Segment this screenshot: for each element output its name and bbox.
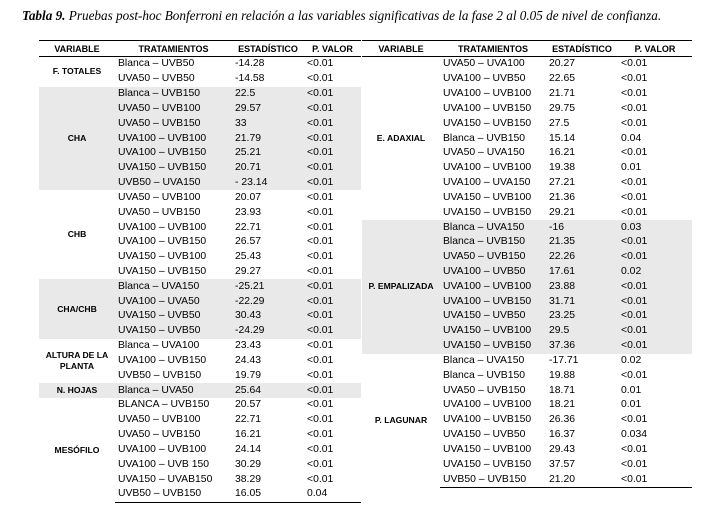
statistic-cell: 16.37 — [549, 429, 576, 441]
treatment-cell: UVA100 – UVB100 — [443, 399, 532, 411]
treatment-cell: UVA100 – UVB100 — [443, 162, 532, 174]
p-value-cell: <0.01 — [307, 251, 334, 263]
statistic-cell: 23.93 — [235, 206, 262, 218]
statistic-cell: 29.75 — [549, 102, 576, 114]
caption-label: Tabla 9. — [22, 8, 66, 23]
p-value-cell: <0.01 — [618, 309, 692, 324]
caption-text: Pruebas post-hoc Bonferroni en relación a las variables significativas de la fase 2 al 0.05 de nivel de confianza. — [68, 8, 662, 23]
header-p-valor: P. VALOR — [304, 41, 361, 57]
treatment-cell: UVA50 – UVB150 — [118, 429, 201, 441]
p-value-cell: <0.01 — [307, 354, 334, 366]
p-value-cell: <0.01 — [307, 369, 334, 381]
treatment-cell: Blanca – UVB150 — [440, 235, 546, 250]
statistic-cell: 30.29 — [235, 458, 262, 470]
p-value-cell: <0.01 — [307, 206, 334, 218]
header-p-valor: P. VALOR — [618, 41, 692, 57]
treatment-cell: Blanca – UVA150 — [443, 354, 525, 366]
statistic-cell: 21.20 — [546, 472, 618, 487]
p-value-cell: <0.01 — [307, 73, 334, 85]
treatment-cell: UVA150 – UVB50 — [115, 309, 232, 324]
statistic-cell: 23.43 — [235, 340, 262, 352]
statistic-cell: 22.71 — [235, 414, 262, 426]
treatment-cell: UVA150 – UVB150 — [118, 266, 207, 277]
treatment-cell: UVA50 – UVB150 — [118, 206, 201, 218]
statistic-cell: 30.43 — [232, 309, 304, 324]
treatment-cell: UVA150 – UVB150 — [443, 206, 532, 218]
treatment-cell: UVA100 – UVB100 — [118, 221, 207, 233]
statistic-cell: 18.71 — [549, 384, 576, 396]
p-value-cell: <0.01 — [304, 294, 361, 309]
treatment-cell: UVA150 – UVB150 — [443, 117, 532, 129]
p-value-cell: <0.01 — [621, 369, 648, 381]
header-variable: VARIABLE — [362, 41, 440, 57]
treatment-cell: UVA50 – UVB150 — [443, 384, 526, 396]
variable-cell: CHA/CHB — [39, 279, 115, 338]
treatment-cell: UVA50 – UVA150 — [443, 147, 525, 159]
treatment-cell: UVA100 – UVB150 — [118, 236, 207, 248]
treatment-cell: UVA150 – UVB100 — [443, 443, 532, 455]
p-value-cell: <0.01 — [618, 279, 692, 294]
p-value-cell: <0.01 — [307, 58, 334, 70]
table-row — [39, 57, 361, 72]
table-caption — [22, 8, 712, 24]
p-value-cell: <0.01 — [304, 87, 361, 102]
p-value-cell: 0.04 — [304, 487, 361, 502]
statistic-cell: 27.5 — [549, 117, 570, 129]
statistic-cell: 22.65 — [549, 73, 576, 85]
p-value-cell: <0.01 — [621, 58, 648, 70]
treatment-cell: UVB50 – UVB150 — [118, 369, 202, 381]
treatment-cell: Blanca – UVB150 — [115, 87, 232, 102]
treatment-cell: UVA100 – UVB150 — [443, 102, 532, 114]
p-value-cell: <0.01 — [304, 131, 361, 146]
statistic-cell: 19.88 — [549, 369, 576, 381]
p-value-cell: <0.01 — [307, 236, 334, 248]
treatment-cell: UVA50 – UVB50 — [118, 73, 195, 85]
p-value-cell: <0.01 — [618, 324, 692, 339]
variable-cell: CHB — [67, 229, 87, 240]
header-tratamientos: TRATAMIENTOS — [115, 41, 232, 57]
statistic-cell: -24.29 — [232, 324, 304, 339]
p-value-cell: <0.01 — [307, 429, 334, 441]
statistic-cell: 21.79 — [232, 131, 304, 146]
treatment-cell: UVA100 – UVA50 — [115, 294, 232, 309]
table-row — [39, 87, 361, 102]
treatment-cell: Blanca – UVA50 — [115, 383, 232, 398]
p-value-cell: <0.01 — [307, 191, 334, 203]
treatment-cell: UVB50 – UVB150 — [440, 472, 546, 487]
treatment-cell: Blanca – UVA150 — [115, 279, 232, 294]
statistic-cell: 25.64 — [232, 383, 304, 398]
p-value-cell: <0.01 — [618, 294, 692, 309]
p-value-cell: <0.01 — [307, 458, 334, 470]
treatment-cell: UVA150 – UVB100 — [440, 324, 546, 339]
statistic-cell: -14.58 — [235, 73, 265, 85]
p-value-cell: 0.02 — [618, 265, 692, 280]
variable-cell: E. ADAXIAL — [376, 133, 426, 144]
header-variable: VARIABLE — [39, 41, 115, 57]
p-value-cell: 0.034 — [621, 429, 648, 441]
statistic-cell: 37.57 — [549, 458, 576, 470]
statistic-cell: 29.21 — [549, 206, 576, 218]
statistic-cell: 31.71 — [546, 294, 618, 309]
variable-cell: F. TOTALES — [52, 66, 102, 77]
right-results-table — [362, 40, 692, 488]
statistic-cell: -25.21 — [232, 279, 304, 294]
table-row — [362, 354, 692, 369]
statistic-cell: 21.35 — [546, 235, 618, 250]
statistic-cell: 19.79 — [235, 369, 262, 381]
treatment-cell: UVA150 – UVB100 — [443, 191, 532, 203]
p-value-cell: <0.01 — [621, 88, 648, 100]
statistic-cell: 21.71 — [549, 88, 576, 100]
statistic-cell: 16.21 — [549, 147, 576, 159]
header-estadistico: ESTADÍSTICO — [546, 41, 618, 57]
p-value-cell: <0.01 — [304, 324, 361, 339]
p-value-cell: 0.01 — [621, 399, 642, 411]
variable-cell: ALTURA DE LA PLANTA — [45, 349, 109, 371]
treatment-cell: UVA100 – UVB100 — [118, 443, 207, 455]
p-value-cell: <0.01 — [618, 250, 692, 265]
statistic-cell: 37.36 — [546, 339, 618, 354]
treatment-cell: UVA100 – UVB 150 — [118, 458, 210, 470]
p-value-cell: <0.01 — [621, 414, 648, 426]
left-table-body — [39, 57, 361, 503]
statistic-cell: 38.29 — [235, 473, 262, 485]
p-value-cell: <0.01 — [307, 340, 334, 352]
treatment-cell: Blanca – UVA150 — [440, 220, 546, 235]
statistic-cell: 17.61 — [546, 265, 618, 280]
statistic-cell: -14.28 — [235, 58, 265, 70]
statistic-cell: 23.25 — [546, 309, 618, 324]
statistic-cell: 22.71 — [235, 221, 262, 233]
statistic-cell: 27.21 — [549, 177, 576, 189]
p-value-cell: 0.04 — [621, 132, 642, 144]
statistic-cell: 29.43 — [549, 443, 576, 455]
treatment-cell: UVA100 – UVB150 — [440, 294, 546, 309]
p-value-cell: <0.01 — [307, 443, 334, 455]
treatment-cell: UVA150 – UVB50 — [115, 324, 232, 339]
statistic-cell: 22.5 — [232, 87, 304, 102]
statistic-cell: 25.43 — [235, 251, 262, 263]
p-value-cell: 0.01 — [621, 384, 642, 396]
statistic-cell: 19.38 — [549, 162, 576, 174]
header-estadistico: ESTADÍSTICO — [232, 41, 304, 57]
header-tratamientos: TRATAMIENTOS — [440, 41, 546, 57]
treatment-cell: UVA50 – UVB100 — [115, 101, 232, 116]
statistic-cell: 20.57 — [235, 399, 262, 411]
p-value-cell: <0.01 — [621, 458, 648, 470]
p-value-cell: <0.01 — [307, 399, 334, 411]
p-value-cell: 0.02 — [621, 354, 642, 366]
statistic-cell: 29.57 — [232, 101, 304, 116]
statistic-cell: 20.27 — [549, 58, 576, 70]
p-value-cell: <0.01 — [304, 279, 361, 294]
statistic-cell: 24.14 — [235, 443, 262, 455]
p-value-cell: <0.01 — [621, 117, 648, 129]
p-value-cell: <0.01 — [618, 235, 692, 250]
treatment-cell: BLANCA – UVB150 — [118, 399, 210, 411]
treatment-cell: UVA100 – UVB50 — [443, 73, 526, 85]
table-row — [39, 190, 361, 205]
treatment-cell: Blanca – UVB50 — [118, 58, 195, 70]
treatment-cell: UVA150 – UVB150 — [440, 339, 546, 354]
treatment-cell: UVB50 – UVA150 — [115, 176, 232, 191]
statistic-cell: 21.36 — [549, 191, 576, 203]
table-row — [362, 57, 692, 72]
variable-cell: N. HOJAS — [39, 383, 115, 398]
p-value-cell: <0.01 — [304, 101, 361, 116]
treatment-cell: UVA150 – UVB150 — [115, 161, 232, 176]
table-row — [362, 220, 692, 235]
p-value-cell: <0.01 — [307, 221, 334, 233]
treatment-cell: UVA150 – UVB100 — [118, 251, 207, 263]
statistic-cell: 25.21 — [232, 146, 304, 161]
p-value-cell: <0.01 — [304, 309, 361, 324]
treatment-cell: Blanca – UVB150 — [443, 132, 526, 144]
p-value-cell: <0.01 — [621, 147, 648, 159]
statistic-cell: -16 — [546, 220, 618, 235]
variable-cell: CHA — [39, 87, 115, 191]
p-value-cell: <0.01 — [621, 191, 648, 203]
statistic-cell: 20.07 — [235, 191, 262, 203]
statistic-cell: -17.71 — [549, 354, 579, 366]
header-row — [362, 41, 692, 57]
p-value-cell: <0.01 — [618, 339, 692, 354]
treatment-cell: UVA100 – UVB50 — [440, 265, 546, 280]
p-value-cell: <0.01 — [307, 266, 334, 277]
p-value-cell: <0.01 — [621, 177, 648, 189]
statistic-cell: 18.21 — [549, 399, 576, 411]
treatment-cell: UVA150 – UVAB150 — [118, 473, 213, 485]
variable-cell: P. EMPALIZADA — [362, 220, 440, 353]
statistic-cell: 15.14 — [549, 132, 576, 144]
p-value-cell: <0.01 — [618, 472, 692, 487]
treatment-cell: UVA100 – UVB150 — [443, 414, 532, 426]
statistic-cell: 33 — [232, 116, 304, 131]
treatment-cell: UVA100 – UVB100 — [440, 279, 546, 294]
statistic-cell: 20.71 — [232, 161, 304, 176]
treatment-cell: UVA100 – UVB150 — [118, 354, 207, 366]
statistic-cell: - 23.14 — [232, 176, 304, 191]
p-value-cell: <0.01 — [304, 146, 361, 161]
statistic-cell: 29.5 — [546, 324, 618, 339]
treatment-cell: UVA100 – UVB100 — [115, 131, 232, 146]
right-table-body — [362, 57, 692, 488]
treatment-cell: Blanca – UVB150 — [443, 369, 526, 381]
treatment-cell: UVA50 – UVA100 — [443, 58, 525, 70]
statistic-cell: 26.57 — [235, 236, 262, 248]
left-results-table — [39, 40, 361, 503]
p-value-cell: <0.01 — [621, 206, 648, 218]
p-value-cell: <0.01 — [304, 161, 361, 176]
p-value-cell: <0.01 — [621, 73, 648, 85]
statistic-cell: 26.36 — [549, 414, 576, 426]
statistic-cell: 22.26 — [546, 250, 618, 265]
p-value-cell: <0.01 — [307, 414, 334, 426]
treatment-cell: UVA50 – UVB100 — [118, 191, 201, 203]
p-value-cell: <0.01 — [621, 443, 648, 455]
treatment-cell: UVB50 – UVB150 — [115, 487, 232, 502]
treatment-cell: UVA100 – UVB150 — [115, 146, 232, 161]
statistic-cell: 24.43 — [235, 354, 262, 366]
treatment-cell: UVA50 – UVB150 — [115, 116, 232, 131]
treatment-cell: UVA100 – UVA150 — [443, 177, 531, 189]
table-row — [39, 279, 361, 294]
header-row — [39, 41, 361, 57]
treatment-cell: UVA100 – UVB100 — [443, 88, 532, 100]
treatment-cell: UVA150 – UVB50 — [440, 309, 546, 324]
treatment-cell: UVA150 – UVB50 — [443, 429, 526, 441]
statistic-cell: 29.27 — [235, 266, 262, 277]
p-value-cell: <0.01 — [304, 176, 361, 191]
treatment-cell: UVA50 – UVB150 — [440, 250, 546, 265]
treatment-cell: UVA50 – UVB100 — [118, 414, 201, 426]
p-value-cell: <0.01 — [304, 383, 361, 398]
statistic-cell: 16.21 — [235, 429, 262, 441]
table-row — [39, 339, 361, 354]
statistic-cell: 16.05 — [232, 487, 304, 502]
treatment-cell: Blanca – UVA100 — [118, 340, 200, 352]
variable-cell: P. LAGUNAR — [374, 415, 428, 426]
table-row — [39, 398, 361, 413]
p-value-cell: <0.01 — [307, 473, 334, 485]
p-value-cell: 0.03 — [618, 220, 692, 235]
statistic-cell: -22.29 — [232, 294, 304, 309]
p-value-cell: 0.01 — [621, 162, 642, 174]
p-value-cell: <0.01 — [304, 116, 361, 131]
treatment-cell: UVA150 – UVB150 — [443, 458, 532, 470]
p-value-cell: <0.01 — [621, 102, 648, 114]
table-row — [39, 383, 361, 398]
variable-cell: MESÓFILO — [54, 444, 100, 455]
statistic-cell: 23.88 — [546, 279, 618, 294]
